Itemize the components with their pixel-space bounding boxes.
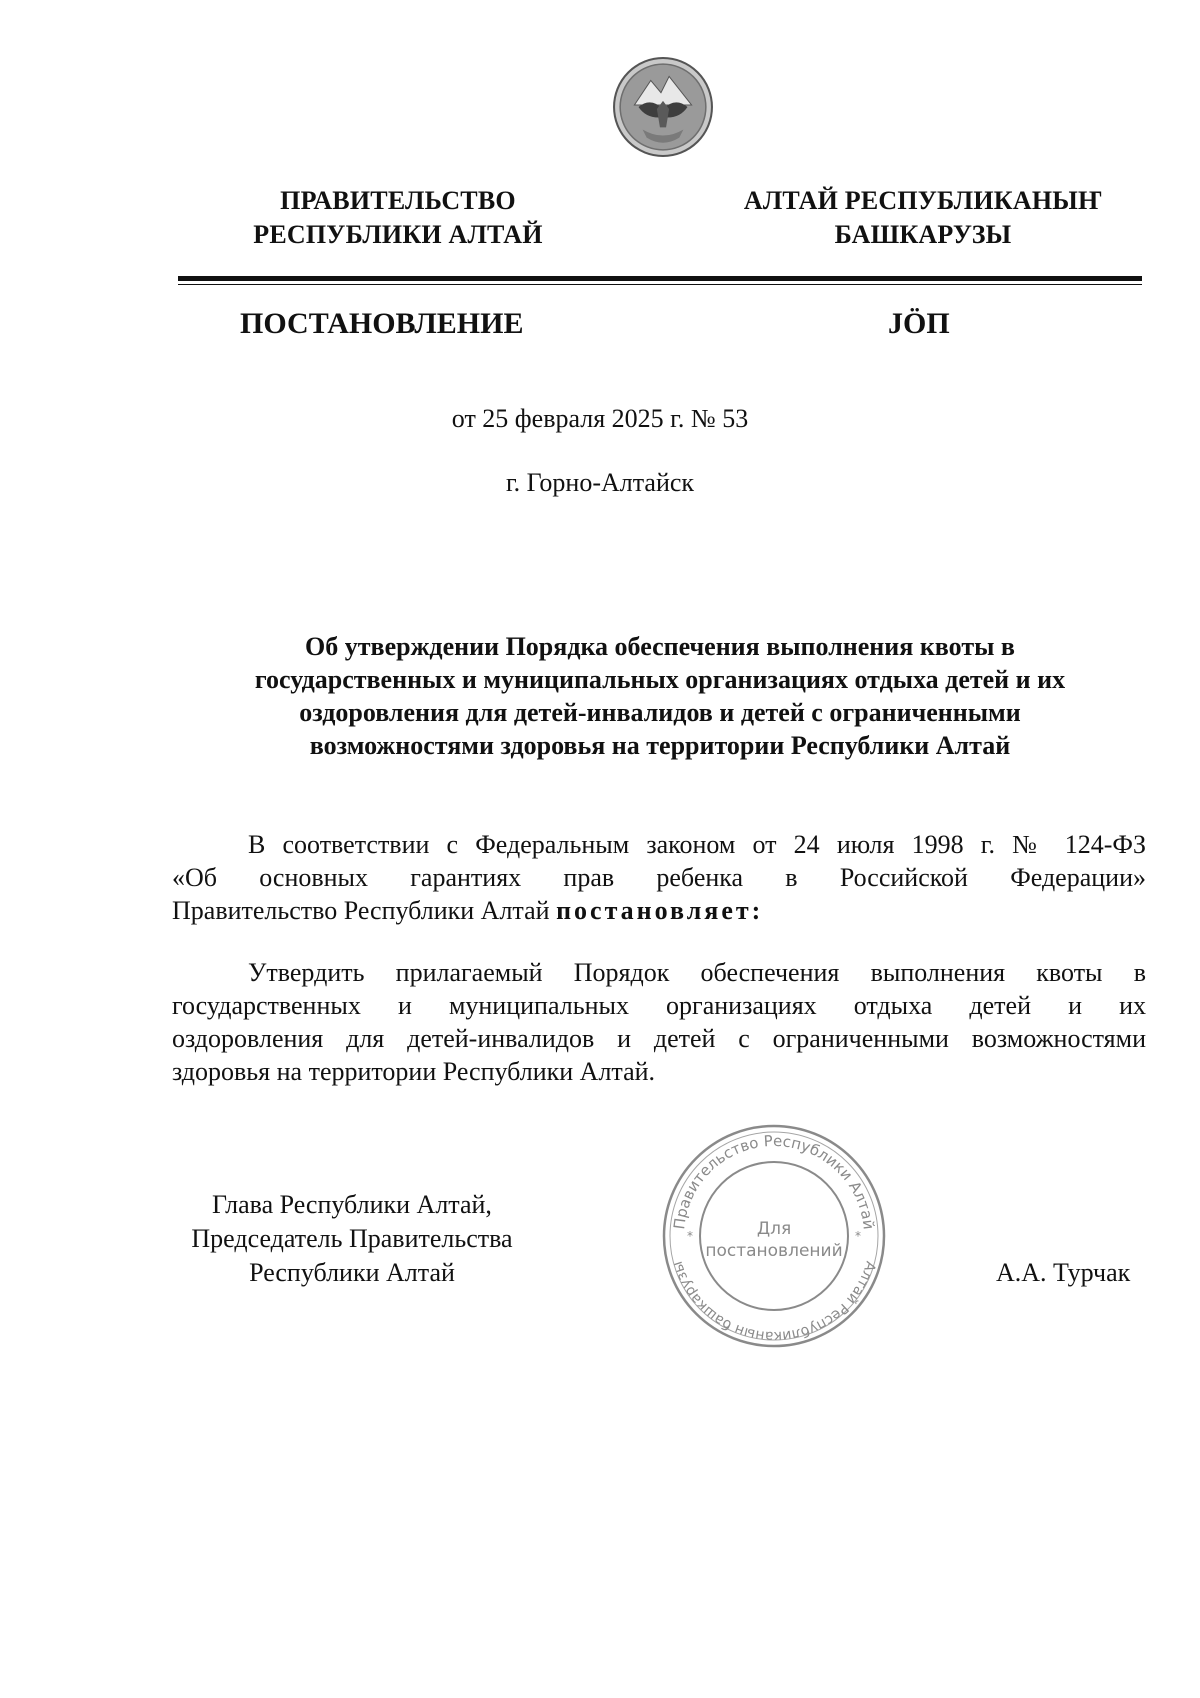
seal-star-left-icon: *: [687, 1229, 693, 1243]
position-line: Республики Алтай: [249, 1258, 455, 1287]
signatory-position: [172, 1188, 532, 1290]
header-right-block: [738, 184, 1108, 252]
paragraph-line: здоровья на территории Республики Алтай.: [172, 1057, 656, 1086]
header-divider-thick: [178, 276, 1142, 281]
date-and-number: от 25 февраля 2025 г. № 53: [451, 404, 749, 433]
header-right-line1: АЛТАЙ РЕСПУБЛИКАНЫҤ: [743, 186, 1103, 215]
position-line: Председатель Правительства: [191, 1224, 513, 1253]
official-seal: [660, 1122, 888, 1350]
document-title: [200, 630, 1120, 762]
svg-text:Алтай Республиканын башкарузы: [670, 1259, 879, 1344]
paragraph-decision: [172, 956, 1146, 1088]
paragraph-preamble: [172, 828, 1146, 927]
document-type-ru: ПОСТАНОВЛЕНИЕ: [240, 307, 524, 340]
header-divider-thin: [178, 284, 1142, 285]
header-right-line2: БАШКАРУЗЫ: [834, 220, 1012, 249]
paragraph-line: Утвердить прилагаемый Порядок обеспечения выполнения квоты в: [248, 958, 1146, 987]
paragraph-line: оздоровления для детей-инвалидов и детей с ограниченными возможностями: [172, 1024, 1146, 1053]
seal-inner-line2: постановлений: [705, 1241, 843, 1261]
svg-text:Правительство Республики Алтай: [670, 1132, 878, 1230]
header-left-block: [228, 184, 568, 252]
title-line: Об утверждении Порядка обеспечения выполнения квоты в: [305, 632, 1015, 661]
seal-top-arc-text: Правительство Республики Алтай: [670, 1131, 878, 1231]
header-left-line1: ПРАВИТЕЛЬСТВО: [280, 186, 516, 215]
title-line: государственных и муниципальных организациях отдыха детей и их: [254, 665, 1066, 694]
paragraph-line: государственных и муниципальных организациях отдыха детей и их: [172, 991, 1146, 1020]
signatory-name: А.А. Турчак: [996, 1258, 1131, 1287]
position-line: Глава Республики Алтай,: [212, 1190, 492, 1219]
coat-of-arms-emblem: [612, 56, 714, 158]
city: г. Горно-Алтайск: [505, 468, 695, 497]
paragraph-line: «Об основных гарантиях прав ребенка в Российской Федерации»: [172, 863, 1146, 892]
paragraph-line: [172, 894, 1146, 927]
title-line: оздоровления для детей-инвалидов и детей с ограниченными: [299, 698, 1021, 727]
seal-inner-line1: Для: [756, 1219, 792, 1239]
paragraph-line: В соответствии с Федеральным законом от 24 июля 1998 г. № 124-ФЗ: [248, 830, 1146, 859]
preamble-subject: Правительство Республики Алтай: [172, 896, 557, 925]
seal-star-right-icon: *: [855, 1229, 861, 1243]
header-left-line2: РЕСПУБЛИКИ АЛТАЙ: [253, 220, 543, 249]
title-line: возможностями здоровья на территории Республики Алтай: [309, 731, 1011, 760]
document-type-alt: JӦП: [888, 307, 950, 340]
seal-bottom-arc-text: Алтай Республиканын башкарузы: [669, 1259, 879, 1345]
decree-keyword: постановляет:: [556, 896, 764, 925]
